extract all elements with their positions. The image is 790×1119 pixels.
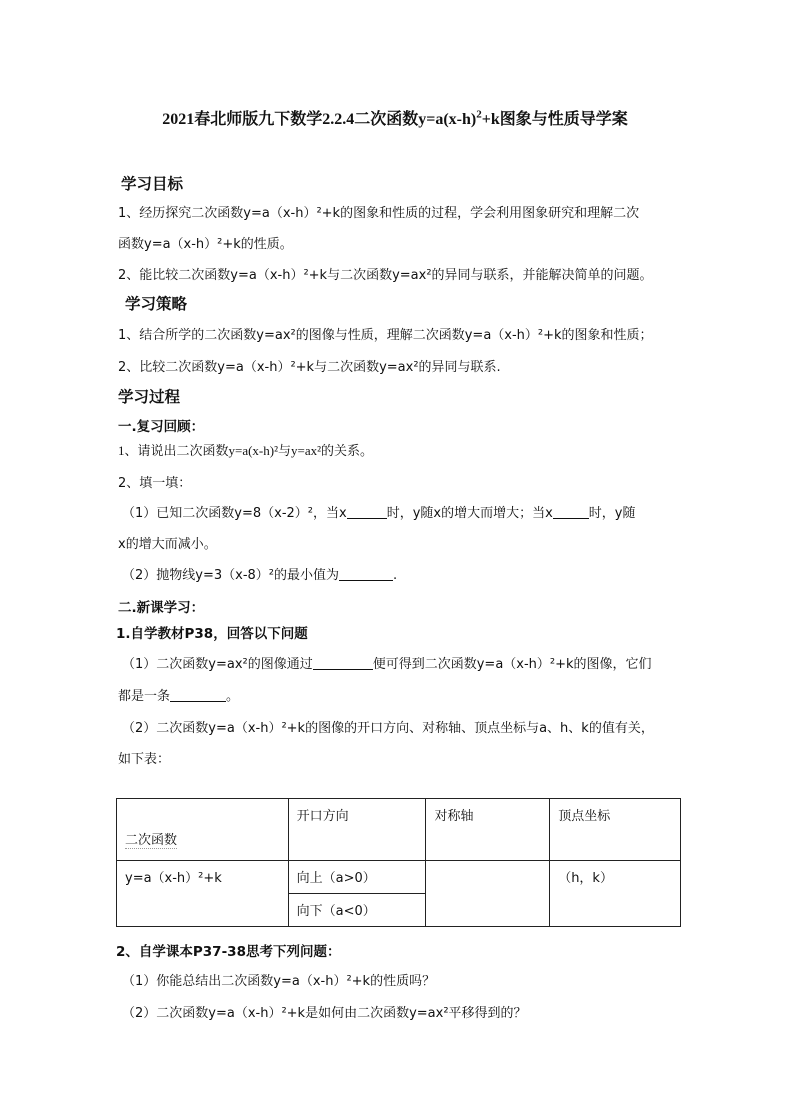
review-question-2: 2、填一填：: [118, 476, 192, 491]
goal-item-2: 2、能比较二次函数y=a（x-h）²+k与二次函数y=ax²的异同与联系，并能解决简单的问题。: [118, 268, 653, 283]
review-question-1: 1、请说出二次函数y=a(x-h)²与y=ax²的关系。: [118, 443, 373, 458]
section-2-question-2: （2）二次函数y=a（x-h）²+k是如何由二次函数y=ax²平移得到的？: [122, 1006, 527, 1021]
table-cell-function: y=a（x-h）²+k: [117, 861, 289, 927]
section-1-question-1: （1）二次函数y=ax²的图像通过 便可得到二次函数y=a（x-h）²+k的图像，它们: [122, 657, 652, 672]
strategy-item-1: 1、结合所学的二次函数y=ax²的图像与性质，理解二次函数y=a（x-h）²+k的图象和性质；: [118, 328, 653, 343]
goal-item-1-line-2: 函数y=a（x-h）²+k的性质。: [118, 237, 293, 252]
strategy-heading: 学习策略: [125, 295, 188, 313]
section-2-heading: 2、自学课本P37-38思考下列问题：: [116, 944, 341, 960]
answer-blank[interactable]: [553, 506, 589, 519]
table-header-opening: 开口方向: [288, 799, 426, 861]
table-row: [117, 861, 681, 894]
goals-heading: 学习目标: [121, 175, 184, 193]
document-title: 2021春北师版九下数学2.2.4二次函数$y=a(x-h)^2+k$图象与性质导学案: [162, 108, 628, 128]
section-1-question-2-line-2: 如下表：: [118, 752, 171, 767]
table-cell-vertex: （h，k）: [550, 861, 681, 927]
review-heading: 一.复习回顾：: [118, 419, 205, 435]
new-lesson-heading: 二.新课学习：: [118, 600, 205, 616]
table-header-vertex: 顶点坐标: [550, 799, 681, 861]
table-cell-open-down: 向下（a<0）: [288, 894, 426, 927]
review-question-2-2: （2）抛物线y=3（x-8）²的最小值为 .: [122, 568, 398, 583]
table-cell-open-up: 向上（a>0）: [288, 861, 426, 894]
section-1-heading: 1.自学教材P38，回答以下问题: [116, 626, 308, 642]
table-cell-axis[interactable]: [426, 861, 550, 927]
review-question-2-1-cont: x的增大而减小。: [118, 537, 217, 552]
section-1-question-1-cont: 都是一条 。: [118, 689, 240, 704]
answer-blank[interactable]: [313, 657, 373, 670]
table-header-row: [117, 799, 681, 861]
strategy-item-2: 2、比较二次函数y=a（x-h）²+k与二次函数y=ax²的异同与联系.: [118, 360, 501, 375]
table-header-axis: 对称轴: [426, 799, 550, 861]
answer-blank[interactable]: [347, 506, 387, 519]
answer-blank[interactable]: [170, 689, 226, 702]
section-2-question-1: （1）你能总结出二次函数y=a（x-h）²+k的性质吗？: [122, 974, 436, 989]
properties-table: [116, 798, 681, 927]
goal-item-1-line-1: 1、经历探究二次函数y=a（x-h）²+k的图象和性质的过程，学会利用图象研究和理解二次: [118, 206, 640, 221]
section-1-question-2-line-1: （2）二次函数y=a（x-h）²+k的图像的开口方向、对称轴、顶点坐标与a、h、k的值有关，: [122, 721, 654, 736]
answer-blank[interactable]: [339, 568, 393, 581]
review-question-2-1: （1）已知二次函数y=8（x-2）²，当x 时，y随x的增大而增大；当x 时，y随: [122, 506, 636, 521]
table-header-function: 二次函数: [117, 799, 289, 861]
process-heading: 学习过程: [118, 388, 181, 406]
